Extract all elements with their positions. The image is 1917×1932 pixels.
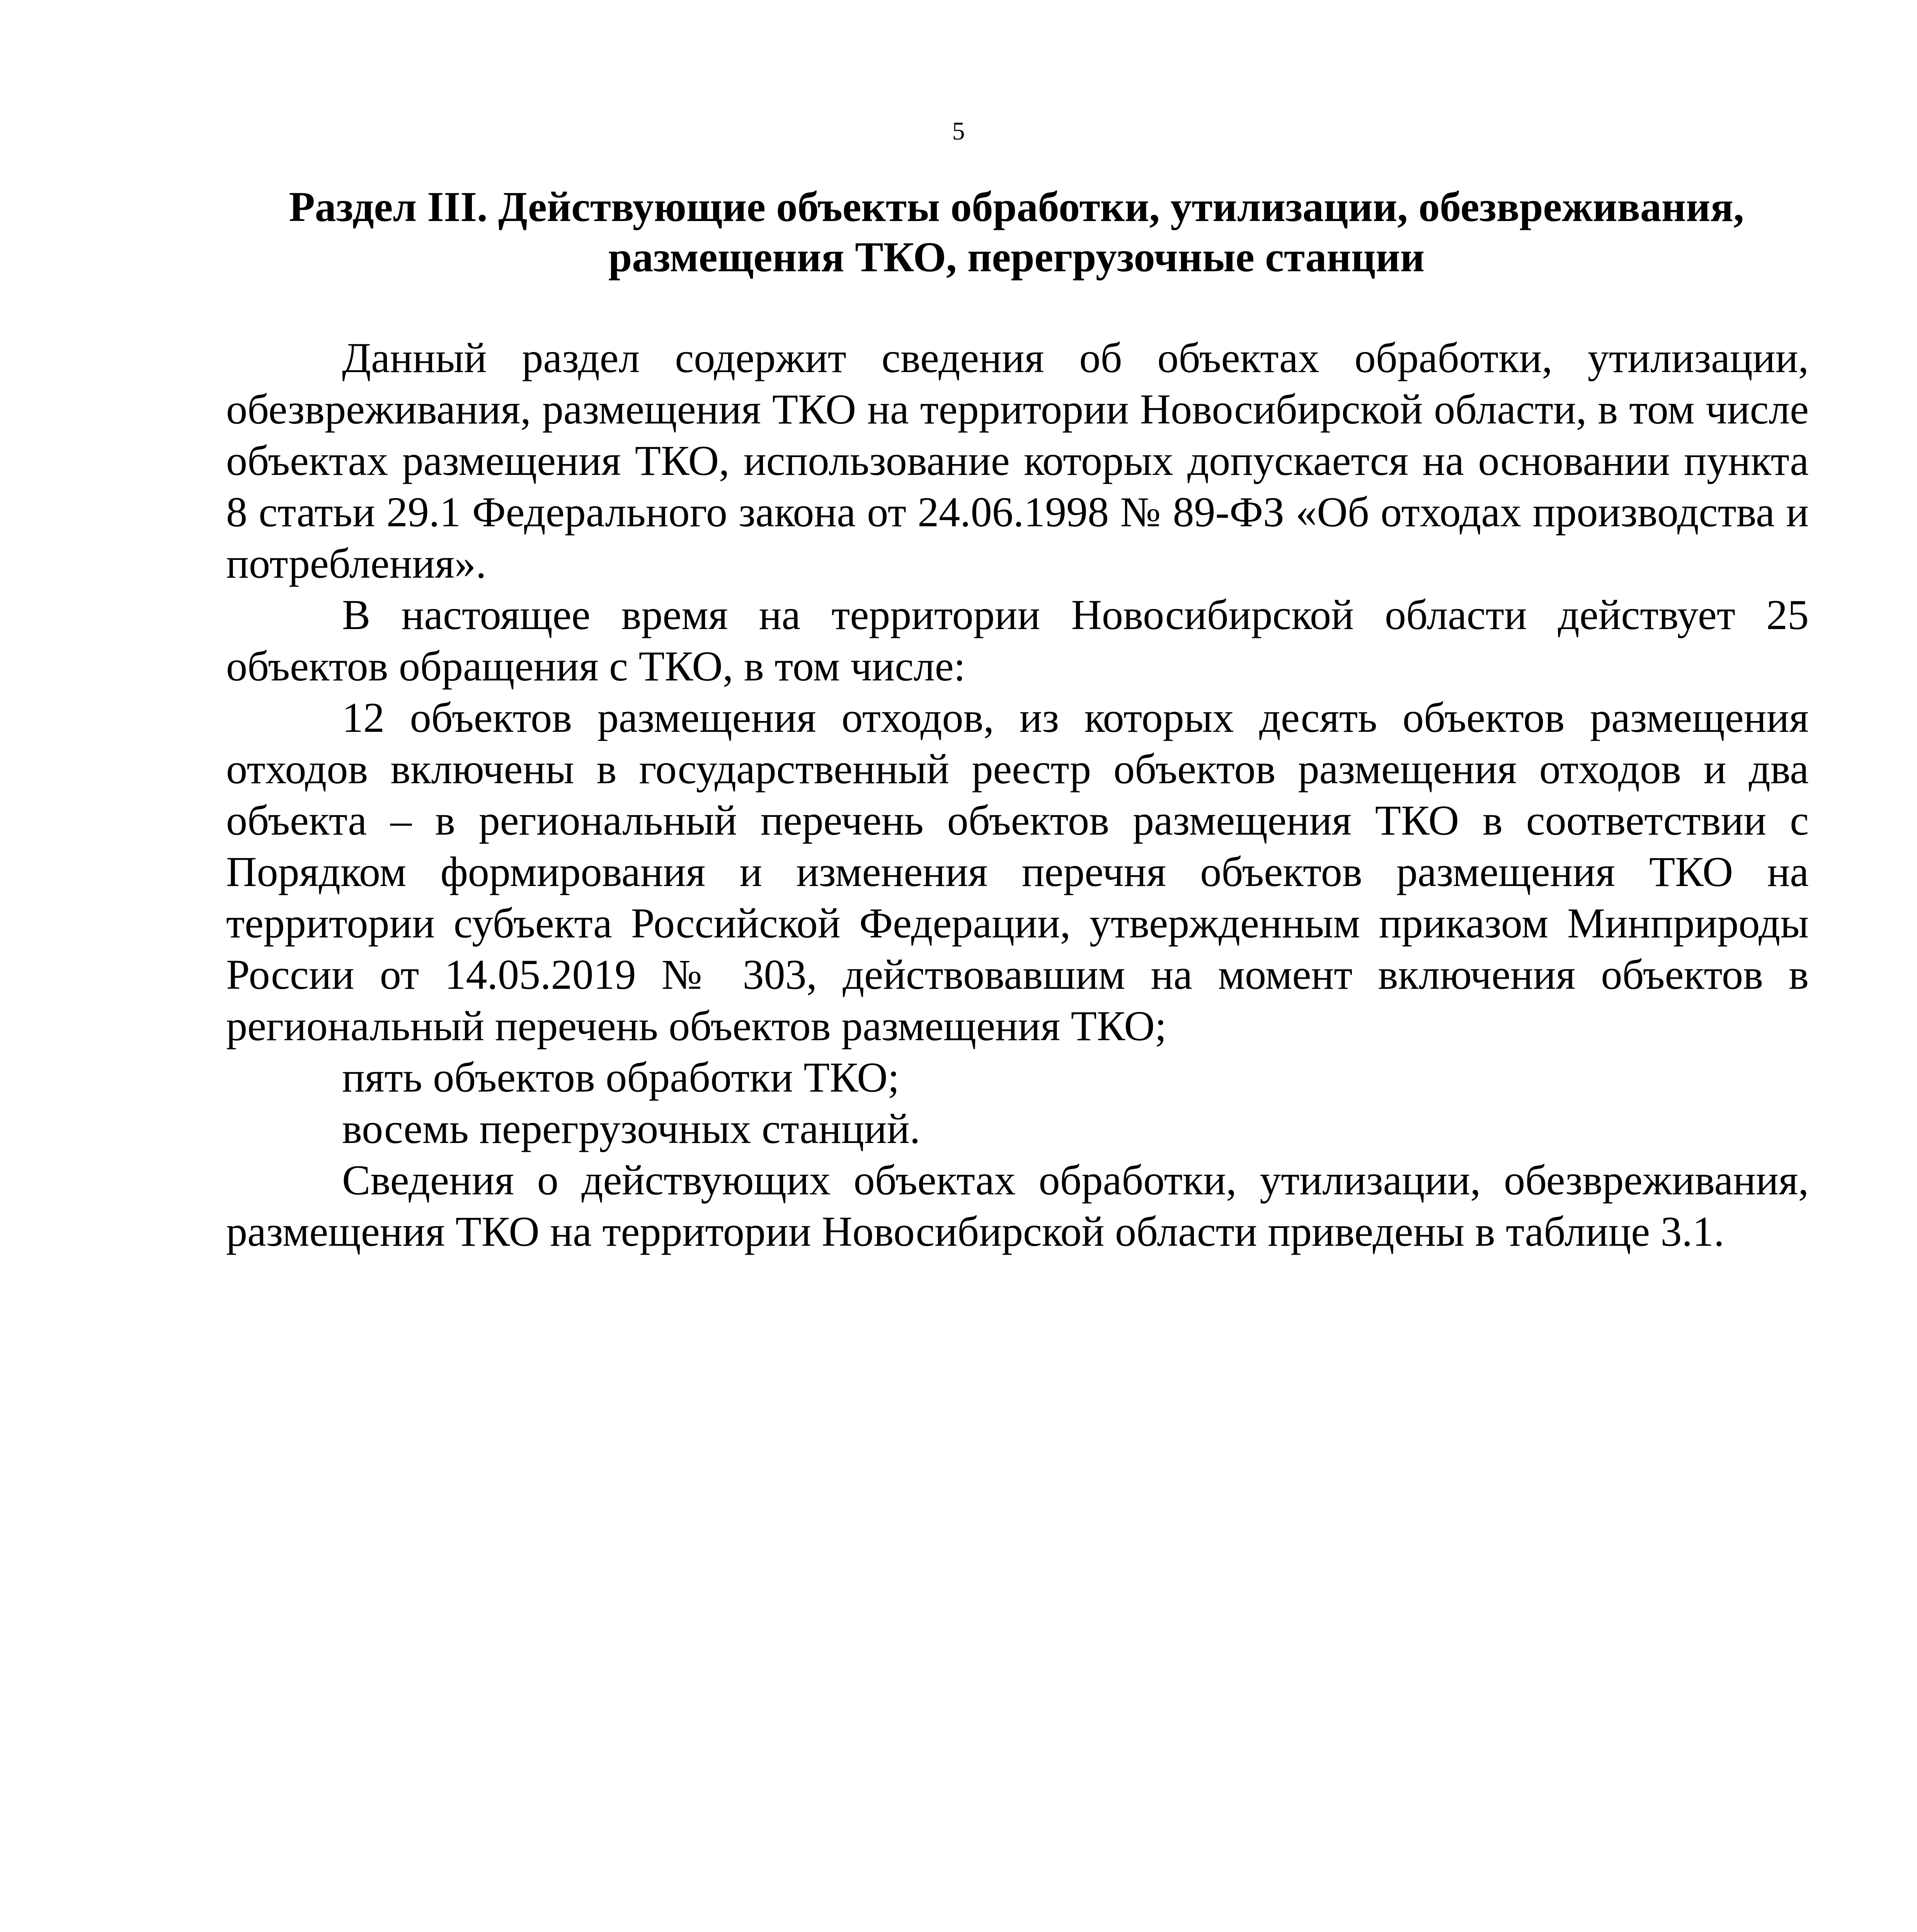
paragraph-transfer-stations: восемь перегрузочных станций. xyxy=(342,1105,920,1152)
section-title-line-1: Раздел III. Действующие объекты обработки, утилизации, обезвреживания, xyxy=(289,183,1744,230)
section-title-line-2: размещения ТКО, перегрузочные станции xyxy=(608,233,1425,281)
section-title xyxy=(224,182,1809,282)
paragraph-intro: Данный раздел содержит сведения об объектах обработки, утилизации, обезвреживания, размещения ТКО на территории Новосибирской области, в том числе объектах размещения ТКО, использование которых допускается на основании пункта 8 статьи 29.1 Федерального закона от 24.06.1998 № 89-ФЗ «Об отходах производства и потребления». xyxy=(226,334,1809,587)
paragraph-placement-objects: 12 объектов размещения отходов, из которых десять объектов размещения отходов включены в государственный реестр объектов размещения отходов и два объекта – в региональный перечень объектов размещения ТКО в соответствии с Порядком формирования и изменения перечня объектов размещения ТКО на территории субъекта Российской Федерации, утвержденным приказом Минприроды России от 14.05.2019 № 303, действовавшим на момент включения объектов в региональный перечень объектов размещения ТКО; xyxy=(226,694,1809,1049)
paragraph-processing-objects: пять объектов обработки ТКО; xyxy=(342,1054,900,1101)
paragraph-current-count: В настоящее время на территории Новосибирской области действует 25 объектов обращения с ТКО, в том числе: xyxy=(226,591,1809,690)
page-number: 5 xyxy=(952,117,965,145)
body-text xyxy=(226,332,1809,1257)
paragraph-table-reference: Сведения о действующих объектах обработки, утилизации, обезвреживания, размещения ТКО на территории Новосибирской области приведены в таблице 3.1. xyxy=(226,1156,1809,1255)
